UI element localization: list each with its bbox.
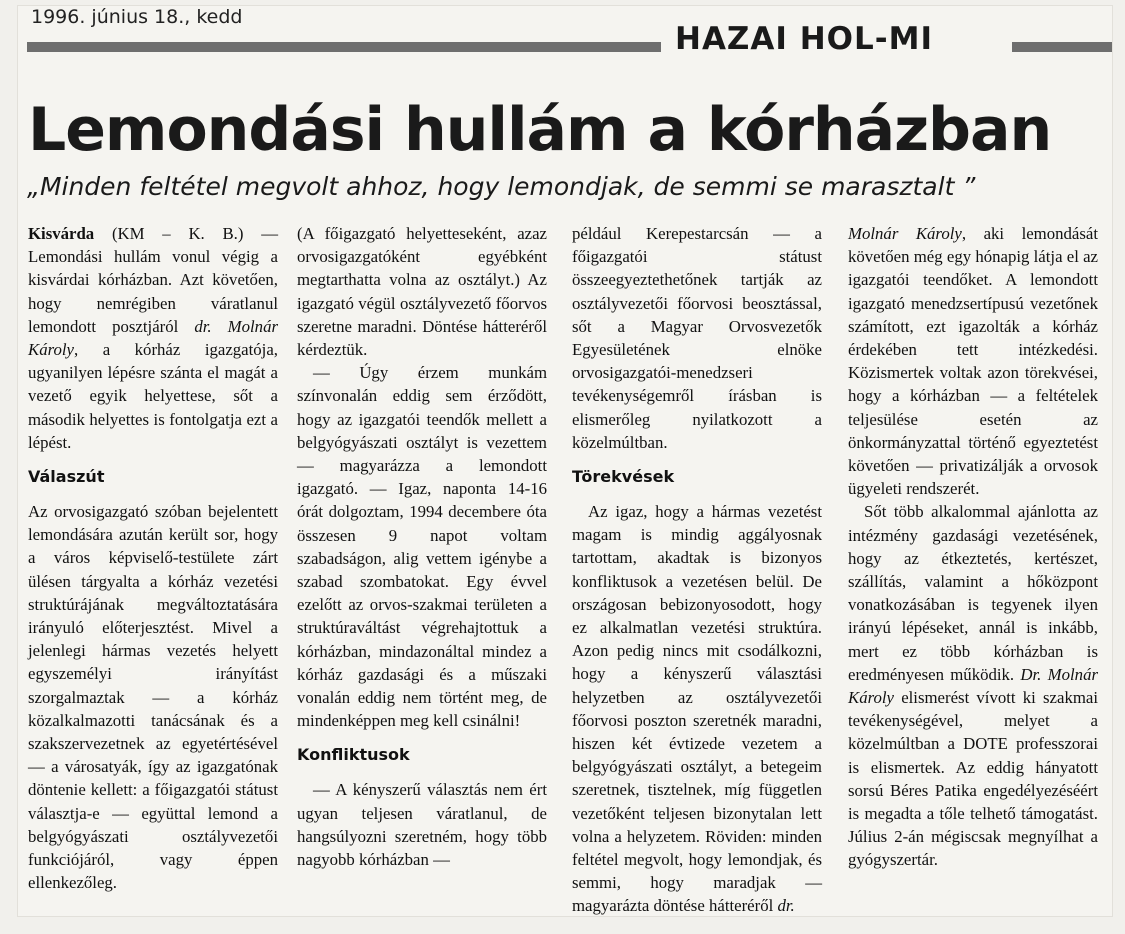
person-name: Molnár Károly (848, 224, 962, 243)
article-column-1 (28, 222, 278, 894)
paragraph: — Úgy érzem munkám színvonalán eddig sem érződött, hogy az igazgatói teendők mellett a belgyógyászati osztályt is vezettem — magyarázza a lemondott igazgató. — Igaz, naponta 14-16 órát dolgoztam, 1994 decembere óta összesen 9 napot voltam szabadságon, alig vettem igénybe a szabad szombatokat. Egy évvel ezelőtt az orvos-szakmai területen a struktúraváltást végrehajtottuk a kórházban, mindazonáltal mindez a kórház gazdasági és a műszaki vonalán eddig nem történt meg, de mindenképpen meg kell csinálni! (297, 363, 547, 731)
subheading: Konfliktusok (297, 745, 410, 765)
dateline-place: Kisvárda (28, 224, 95, 243)
article-subheadline: „Minden feltétel megvolt ahhoz, hogy lemondjak, de semmi se marasztalt ” (27, 172, 976, 201)
paragraph-text: Az igaz, hogy a hármas vezetést magam is mindig aggályosnak tartottam, akadtak is bizonyos konfliktusok a vezetésen belül. De országosan bebizonyosodott, hogy ez alkalmatlan vezetési struktúra. Azon pedig nincs mit csodálkozni, hogy a kényszerű választási helyzetben az osztályvezetői főorvosi poszton szeretnék maradni, hiszen két évtizede vezetem a belgyógyászati osztályt, a betegeim szeretnek, tisztelnek, míg független vezetőként teljesen bizonytalan lett volna a helyzetem. Röviden: minden feltétel megvolt, hogy lemondjak, és semmi, hogy maradjak — magyarázta döntése hátteréről (572, 502, 822, 916)
paragraph-text: , aki lemondását követően még egy hónapig látja el az igazgatói teendőket. A lemondott igazgató menedzsertípusú vezetőnek számított, ezt igazolták a kórház érdekében tett intézkedési. Közismertek voltak azon törekvései, hogy a kórházban — a feltételek teljesülése esetén az önkormányzattal történő egyeztetést követően — privatizálják a orvosok ügyeleti rendszerét. (848, 224, 1098, 499)
page-header (27, 6, 1112, 57)
header-rule-left (27, 42, 661, 52)
paragraph (848, 500, 1098, 871)
paragraph: — A kényszerű választás nem ért ugyan teljesen váratlanul, de hangsúlyozni szeretném, hogy több nagyobb kórházban — (297, 780, 547, 870)
subheading: Válaszút (28, 467, 105, 487)
article-headline: Lemondási hullám a kórházban (28, 95, 1052, 165)
paragraph-text: Sőt több alkalommal ajánlotta az intézmény gazdasági vezetésének, hogy az étkeztetés, kertészet, szállítás, valamint a hőközpont vonatkozásában is tegyenek ilyen irányú lépéseket, annál is inkább, mert ez több kórházban is eredményesen működik. (848, 502, 1098, 684)
lead-text-tail: , a kórház igazgatója, ugyanilyen lépésre szánta el magát a vezető egyik helyettese, sőt a második helyettes is fontolgatja ezt a lépést. (28, 340, 278, 452)
paragraph (848, 222, 1098, 500)
person-name: dr. Molnár Károly (28, 316, 278, 360)
paragraph: Az orvosigazgató szóban bejelentett lemondására azután került sor, hogy a város képviselő-testülete zárt ülésen tárgyalta a kórház vezetési struktúrájának megváltoztatására irányuló előterjesztést. Mivel a jelenlegi hármas vezetés helyett egyszemélyi irányítást szorgalmaztak — a kórház közalkalmazotti tanácsának és a szakszervezetnek az egyetértésével — a városatyák, így az igazgatónak döntenie kellett: a főigazgatói státust választja-e — együttal lemond a belgyógyászati osztályvezetői funkciójáról, vagy éppen ellenkezőleg. (28, 502, 278, 893)
lead-text: (KM – K. B.) — Lemondási hullám vonul végig a kisvárdai kórházban. Azt követően, hogy nemrégiben váratlanul lemondott posztjáról (28, 224, 278, 336)
article-column-4 (848, 222, 1098, 872)
article-column-2 (297, 222, 547, 871)
paragraph: (A főigazgató helyetteseként, azaz orvosigazgatóként egyébként megtarthatta volna az osztályt.) Az igazgató végül osztályvezető főorvos szeretne maradni. Döntése hátteréről kérdeztük. (297, 224, 547, 360)
subheading: Törekvések (572, 467, 675, 487)
paragraph (28, 222, 278, 454)
header-rule-right (1012, 42, 1112, 52)
paragraph (572, 500, 822, 918)
paragraph-text-tail: elismerést vívott ki szakmai tevékenységével, melyet a közelmúltban a DOTE professzorai is elismertek. Az eddig hányatott sorsú Béres Patika engedélyezéséért is megadta a tőle telhető támogatást. Július 2-án mégiscsak megnyílhat a gyógyszertár. (848, 688, 1098, 870)
person-title: dr. (777, 896, 795, 916)
person-name: Dr. Molnár Károly (848, 664, 1098, 708)
issue-date: 1996. június 18., kedd (31, 6, 243, 28)
article-column-3 (572, 222, 822, 918)
section-title: HAZAI HOL-MI (675, 21, 934, 57)
paragraph: például Kerepestarcsán — a főigazgatói státust összeegyeztethetőnek tartják az osztályvezetői főorvosi beosztással, sőt a Magyar Orvosvezetők Egyesületének elnöke orvosigazgatói-menedzseri tevékenységemről írásban is elismerőleg nyilatkozott a közelmúltban. (572, 224, 822, 452)
